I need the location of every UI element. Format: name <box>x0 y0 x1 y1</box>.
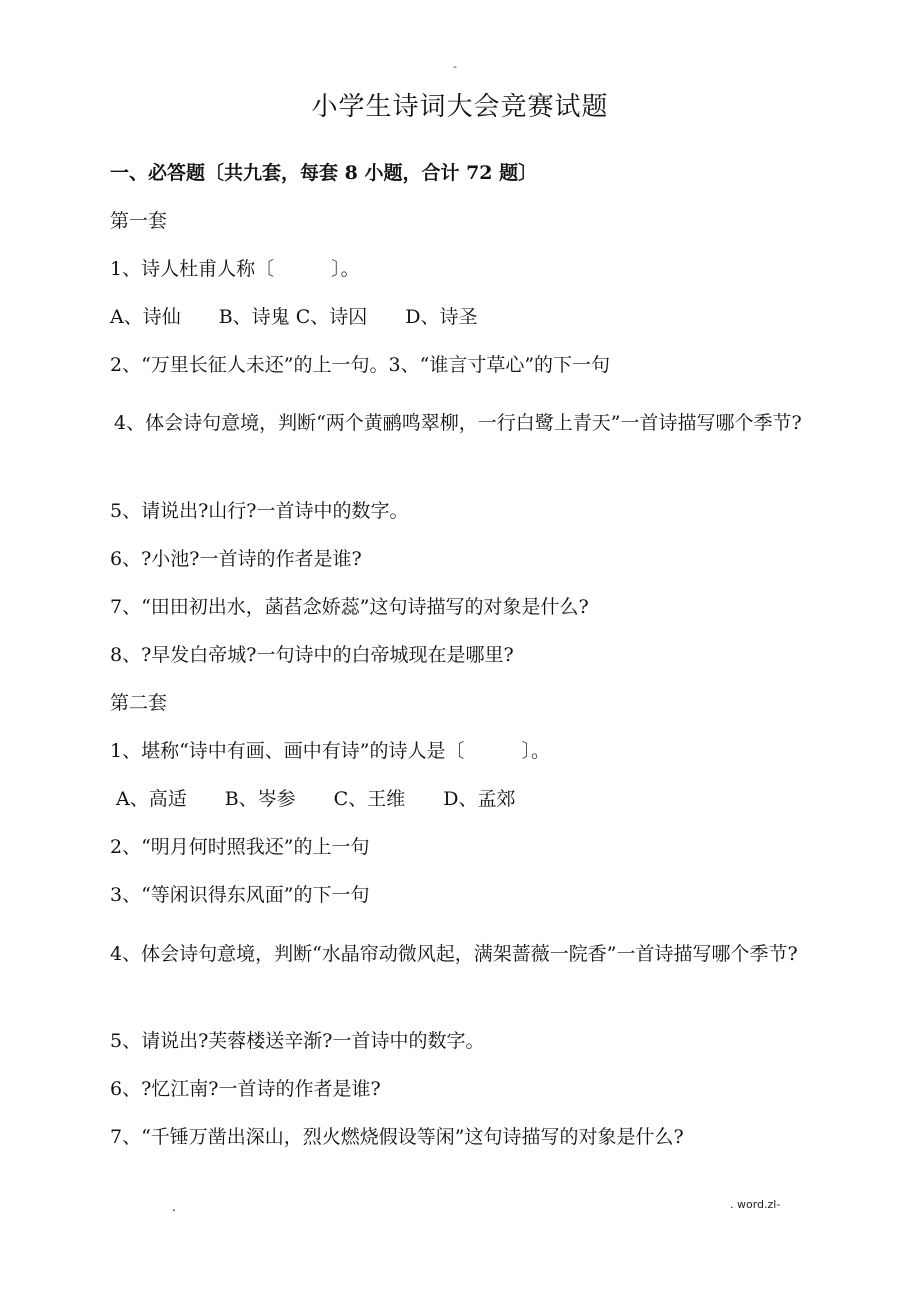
question: 1、堪称“诗中有画、画中有诗”的诗人是〔 〕。 <box>110 740 551 762</box>
page-title: 小学生诗词大会竞赛试题 <box>311 92 609 122</box>
question: 1、诗人杜甫人称〔 〕。 <box>110 258 360 280</box>
section-heading: 一、必答题〔共九套，每套 8 小题，合计 72 题〕 <box>110 162 538 184</box>
question: 6、?小池?一首诗的作者是谁? <box>110 548 362 570</box>
question: 5、请说出?山行?一首诗中的数字。 <box>110 500 409 522</box>
question: 4、体会诗句意境，判断“两个黄鹂鸣翠柳，一行白鹭上青天”一首诗描写哪个季节? <box>114 412 802 434</box>
answer-options: A、高适 B、岑参 C、王维 D、孟郊 <box>116 788 516 810</box>
question: 2、“万里长征人未还”的上一句。3、“谁言寸草心”的下一句 <box>110 354 611 376</box>
set-heading: 第二套 <box>110 692 168 714</box>
question: 7、“田田初出水，菡萏念娇蕊”这句诗描写的对象是什么? <box>110 596 589 618</box>
footer-dot: . <box>172 1200 176 1214</box>
set-heading: 第一套 <box>110 210 168 232</box>
question: 3、“等闲识得东风面”的下一句 <box>110 884 370 906</box>
footer-watermark: . word.zl- <box>730 1198 781 1211</box>
question: 6、?忆江南?一首诗的作者是谁? <box>110 1078 381 1100</box>
question: 4、体会诗句意境，判断“水晶帘动微风起，满架蔷薇一院香”一首诗描写哪个季节? <box>110 943 798 965</box>
question: 2、“明月何时照我还”的上一句 <box>110 836 370 858</box>
header-mark: - <box>453 60 457 73</box>
answer-options: A、诗仙 B、诗鬼 C、诗囚 D、诗圣 <box>110 306 478 328</box>
question: 7、“千锤万凿出深山，烈火燃烧假设等闲”这句诗描写的对象是什么? <box>110 1126 684 1148</box>
question: 5、请说出?芙蓉楼送辛渐?一首诗中的数字。 <box>110 1030 485 1052</box>
question: 8、?早发白帝城?一句诗中的白帝城现在是哪里? <box>110 644 514 666</box>
